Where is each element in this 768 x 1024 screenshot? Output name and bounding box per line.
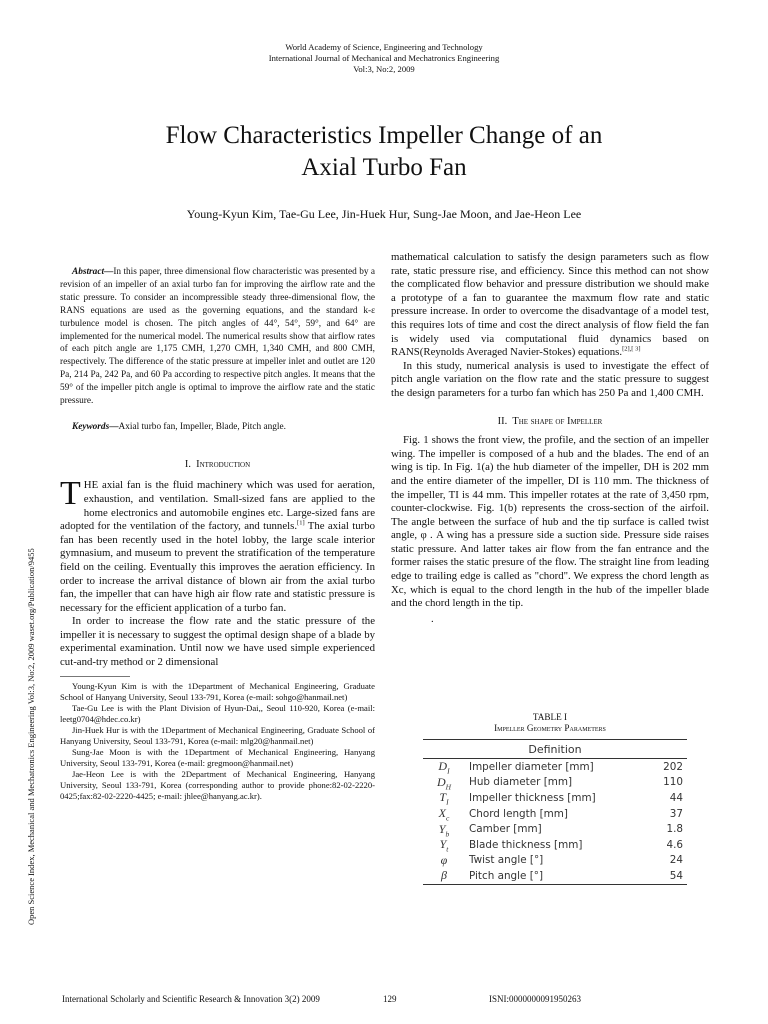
definition-cell: Impeller diameter [mm] — [469, 760, 594, 773]
table-row — [423, 821, 687, 837]
definition-cell: Chord length [mm] — [469, 807, 568, 820]
footer-isni: ISNI:0000000091950263 — [489, 994, 581, 1004]
abstract-label: Abstract — [72, 267, 105, 277]
table-header-cell: Definition — [528, 742, 582, 756]
definition-cell: Twist angle [°] — [469, 854, 544, 867]
intro-paragraph-1 — [60, 475, 375, 615]
value-cell: 37 — [669, 807, 683, 820]
abstract — [60, 266, 375, 408]
table-row — [423, 868, 687, 884]
drop-cap: T — [60, 475, 81, 513]
right-paragraph-1 — [391, 251, 709, 360]
section-number: II. — [497, 415, 508, 427]
footnote: Sung-Jae Moon is with the 1Department of Mechanical Engineering, Hanyang University, Seoul 133-791, Korea (e-mail: gregmoon@hanmail.net) — [60, 746, 375, 768]
definition-cell: Impeller thickness [mm] — [469, 791, 596, 804]
header-line-1: World Academy of Science, Engineering and Technology — [285, 42, 483, 52]
keywords-label: Keywords — [72, 421, 110, 432]
keywords-text: Axial turbo fan, Impeller, Blade, Pitch angle. — [118, 421, 286, 432]
definition-cell: Hub diameter [mm] — [469, 776, 573, 789]
symbol-cell: $T_I$ — [439, 790, 449, 807]
right-p1-text: mathematical calculation to satisfy the design parameters such as flow rate, static pressure rise, and efficiency. Since this method can not show the complicated flow behavior and pressure distribution we should make a prototype of a fan to guarantee the maxmum flow rate and static pressure increase. In order to overcome the disadvantage of a model test, this requires lots of time and cost the direct analysis of flow field the fan is widely used via computational fluid dynamics based on RANS(Reynolds Averaged Navier-Stokes) equations. — [391, 251, 709, 359]
table-label: TABLE I — [532, 712, 568, 722]
table-caption — [391, 712, 709, 734]
value-cell: 110 — [663, 776, 683, 789]
section-heading-shape — [391, 415, 709, 429]
footnote: Jin-Huek Hur is with the 1Department of Mechanical Engineering, Graduate School of Hanyang University, Seoul 133-791, Korea (e-mail: mlg20@hanmail.net) — [60, 724, 375, 746]
footer-publisher: International Scholarly and Scientific Research & Innovation 3(2) 2009 — [62, 994, 320, 1004]
definition-cell: Blade thickness [mm] — [469, 838, 583, 851]
section-title: The shape of Impeller — [512, 415, 603, 427]
section-heading-introduction — [60, 458, 375, 472]
left-column — [60, 266, 375, 802]
footnote-rule — [60, 676, 130, 677]
shape-paragraph: Fig. 1 shows the front view, the profile, and the section of an impeller wing. The impeller is composed of a hub and the blades. The end of an wing is tip. In Fig. 1(a) the hub diameter of the impeller, DH is 202 mm and the entire diameter of the impeller, DI is 110 mm. The thickness of the impeller, TI is 44 mm. This impeller rotates at the rate of 3,450 rpm, counter-clockwise. Fig. 1(b) represents the cross-section of the airfoil. The angle between the surface of hub and the tip surface is called twist angle, φ . A wing has a pressure side a suction side. Pressure side raises static pressure. And latter takes air flow from the fan entrance and the former raises the static presure of the flow. The straight line from leading edge to trailing edge is called as "chord". We express the chord length as Xc, which is equal to the chord length in the hub of the impeller blade and the chord length in the tip. — [391, 434, 709, 610]
table-row — [423, 775, 687, 791]
table-row — [423, 853, 687, 869]
header-line-3: Vol:3, No:2, 2009 — [353, 64, 415, 74]
title-line-1: Flow Characteristics Impeller Change of an — [165, 122, 603, 149]
symbol-cell: $D_H$ — [436, 774, 452, 792]
abstract-text: In this paper, three dimensional flow characteristic was presented by a revision of an impeller of an axial turbo fan for improving the airflow rate and the static pressure. To consider an incompressible steady three-dimensional flow, the RANS equations are used as the governing equations, and the standard k-ε turbulence model is chosen. The pitch angles of 44°, 54°, 59°, and 64° are implemented for the numerical model. The numerical results show that airflow rates of each pitch angle are 1,175 CMH, 1,270 CMH, 1,340 CMH, and 800 CMH, respectively. The difference of the static pressure at impeller inlet and outlet are 120 Pa, 214 Pa, 242 Pa, and 60 Pa according to respective pitch angles. It means that the 59° of the impeller pitch angle is optimal to improve the airflow rate and the static pressure. — [60, 267, 375, 407]
page-number: 129 — [383, 994, 397, 1004]
definition-cell: Pitch angle [°] — [469, 869, 544, 882]
value-cell: 4.6 — [666, 838, 683, 851]
journal-header — [0, 42, 768, 75]
intro-p1-text: HE axial fan is the fluid machinery which was used for aeration, exhaustion, and ventilation. Small-sized fans are applied to the home electronics and automobile engines etc. Large-sized fans are adopted for the ventilation of the factory, and tunnels. — [60, 479, 375, 533]
table-header-row — [423, 740, 687, 759]
stray-dot: . — [431, 612, 434, 625]
intro-paragraph-2: In order to increase the flow rate and the static pressure of the impeller it is necessary to suggest the optimal design shape of a blade by experimental examination. Until now we have used simple experienced cut-and-try method or 2 dimensional — [60, 615, 375, 669]
footnotes — [60, 681, 375, 802]
keywords-dash: — — [109, 421, 119, 432]
table-row — [423, 759, 687, 775]
paper-title — [0, 120, 768, 184]
footnote: Jae-Heon Lee is with the 2Department of Mechanical Engineering, Hanyang University, Seoul 133-791, Korea (corresponding author to provide phone:82-02-2220-0425;fax:82-02-2220-4425; e-mail: jhlee@hanyang.ac.kr). — [60, 768, 375, 801]
table-row — [423, 806, 687, 822]
section-number: I. — [184, 458, 191, 470]
value-cell: 1.8 — [666, 823, 683, 836]
intro-p1-cont: The axial turbo fan has been recently used in the hotel lobby, the large scale interior gymnasium, and museum to prevent the stratification of the temperature field on the ceiling. Eventually this improves the aeration efficiency. In order to increase the arrival distance of blown air from the axial turbo fan, the impeller that can have high air flow rate and statistic pressure is necessary for the efficient application of a turbo fan. — [60, 520, 375, 614]
side-citation: Open Science Index, Mechanical and Mechatronics Engineering Vol:3, No:2, 2009 waset.org/Publication/9455 — [26, 548, 36, 925]
abstract-dash: — — [104, 267, 114, 277]
table-row — [423, 790, 687, 806]
header-line-2: International Journal of Mechanical and Mechatronics Engineering — [268, 53, 500, 63]
author-list: Young-Kyun Kim, Tae-Gu Lee, Jin-Huek Hur, Sung-Jae Moon, and Jae-Heon Lee — [186, 207, 582, 221]
right-column — [391, 251, 709, 626]
symbol-cell: $Y_b$ — [438, 821, 450, 839]
symbol-cell: $D_I$ — [438, 759, 450, 776]
section-title: Introduction — [196, 458, 251, 470]
right-paragraph-2: In this study, numerical analysis is used to investigate the effect of pitch angle variation on the flow rate and the static pressure to suggest the design parameters for a turbo fan which has 250 Pa and 1,400 CMH. — [391, 359, 709, 399]
value-cell: 44 — [669, 791, 683, 804]
value-cell: 202 — [663, 760, 683, 773]
title-line-2: Axial Turbo Fan — [301, 154, 467, 181]
table-title: Impeller Geometry Parameters — [494, 723, 606, 733]
symbol-cell: $X_c$ — [438, 806, 450, 823]
value-cell: 54 — [669, 869, 683, 882]
citation-ref: [1] — [297, 519, 305, 527]
footnote: Young-Kyun Kim is with the 1Department of Mechanical Engineering, Graduate School of Hanyang University, Seoul 133-791, Korea (e-mail: sohgo@hanmail.net) — [60, 680, 375, 702]
symbol-cell: $Y_t$ — [439, 837, 449, 854]
value-cell: 24 — [669, 854, 683, 867]
definition-cell: Camber [mm] — [469, 823, 542, 836]
footnote: Tae-Gu Lee is with the Plant Division of Hyun-Dai,, Seoul 110-920, Korea (e-mail: leetg0704@hdec.co.kr) — [60, 702, 375, 724]
symbol-cell: φ — [440, 852, 448, 867]
table-row — [423, 837, 687, 853]
symbol-cell: β — [441, 868, 447, 883]
keywords — [60, 422, 375, 434]
geometry-table — [423, 739, 687, 885]
citation-ref: [2],[ 3] — [622, 345, 641, 353]
